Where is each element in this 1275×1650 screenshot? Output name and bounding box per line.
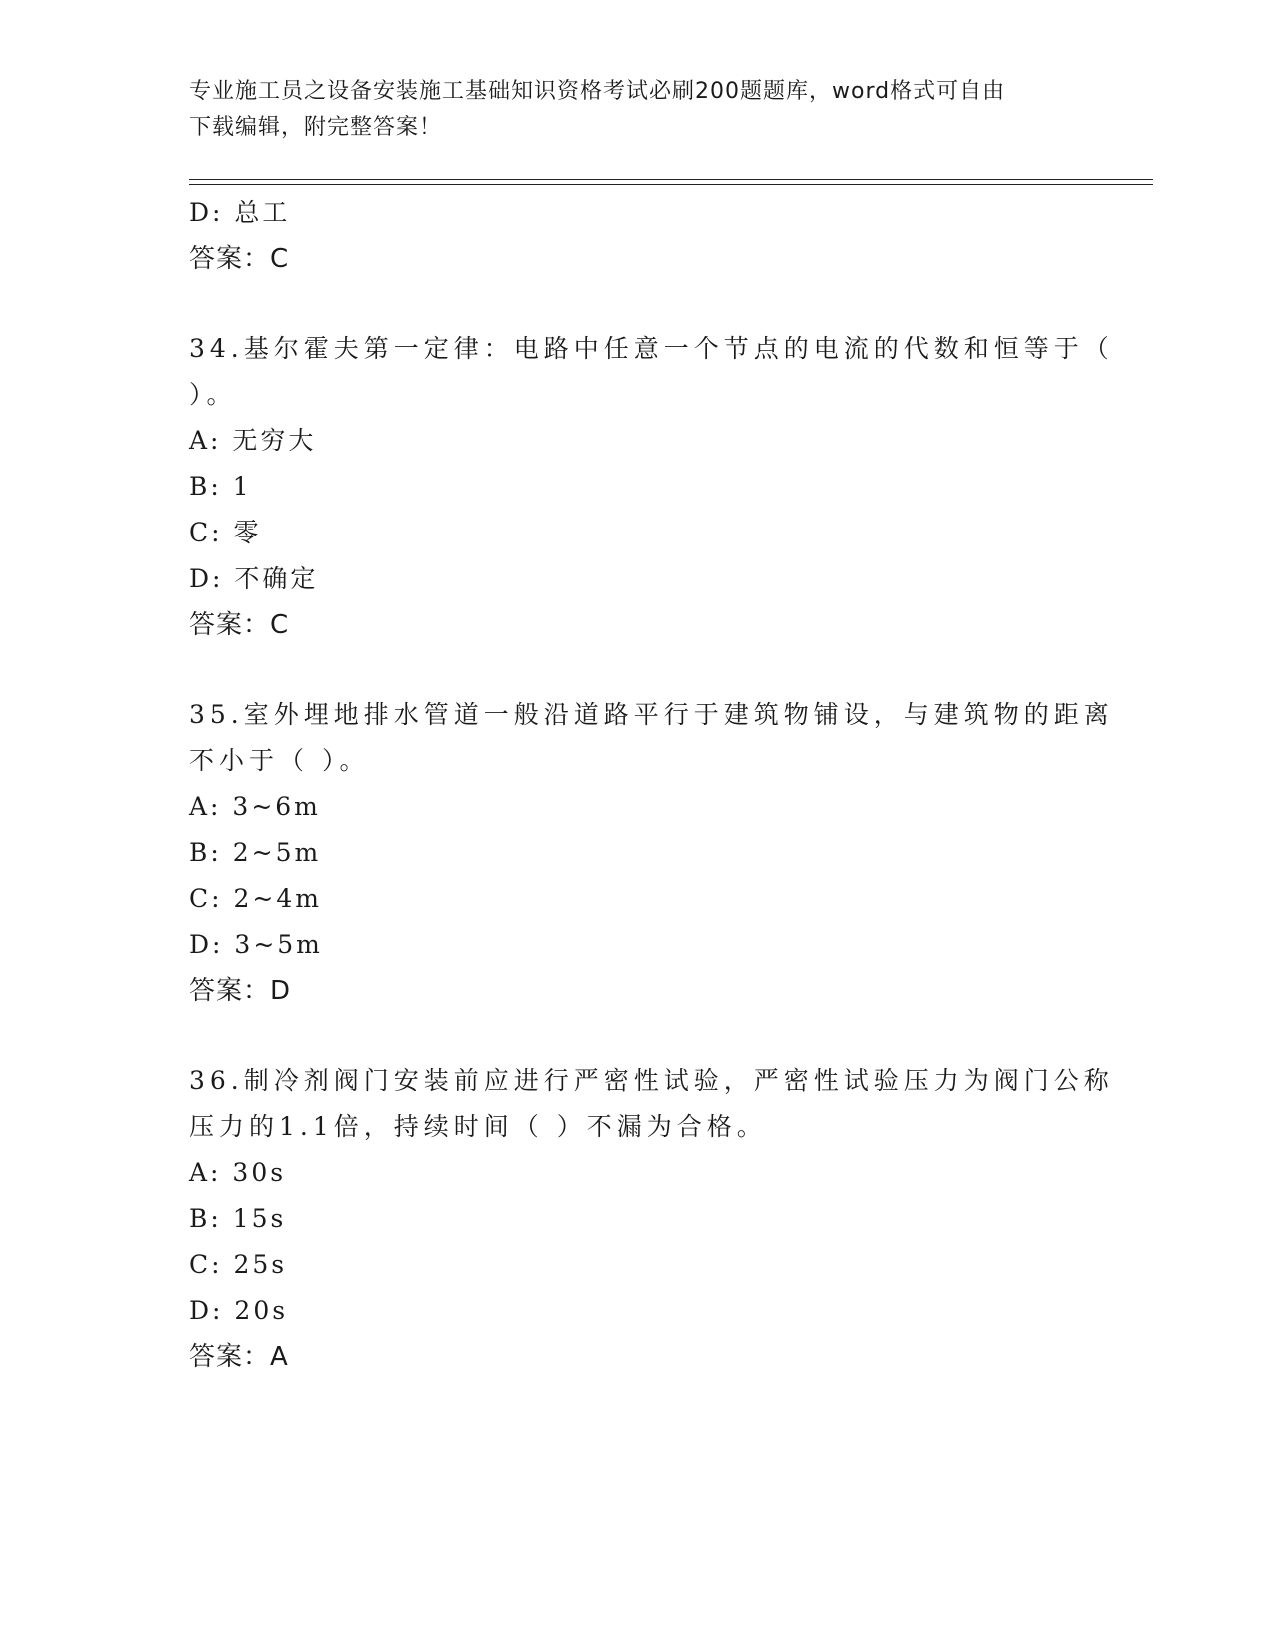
header-divider-bottom xyxy=(189,184,1153,185)
question-stem-line-1: 36.制冷剂阀门安装前应进行严密性试验，严密性试验压力为阀门公称 xyxy=(189,1066,1114,1095)
spacer xyxy=(189,282,1089,326)
question-stem-line-2: ）。 xyxy=(189,380,237,409)
option-a: A: 无穷大 xyxy=(189,426,317,455)
option-a: A: 30s xyxy=(189,1158,287,1187)
option-b: B: 2~5m xyxy=(189,838,322,867)
question-stem-line-2: 压力的1.1倍，持续时间（ ）不漏为合格。 xyxy=(189,1112,767,1141)
question-stem-line-1: 34.基尔霍夫第一定律：电路中任意一个节点的电流的代数和恒等于（ xyxy=(189,334,1114,363)
spacer xyxy=(189,1014,1089,1058)
option-d: D: 不确定 xyxy=(189,564,319,593)
document-header xyxy=(189,74,1069,146)
option-b: B: 1 xyxy=(189,472,252,501)
answer-label: 答案：C xyxy=(189,244,290,274)
option-b: B: 15s xyxy=(189,1204,287,1233)
question-33-tail xyxy=(189,190,1089,282)
question-stem-line-1: 35.室外埋地排水管道一般沿道路平行于建筑物铺设，与建筑物的距离 xyxy=(189,700,1114,729)
answer-label: 答案：C xyxy=(189,610,290,640)
question-34 xyxy=(189,326,1114,648)
option-c: C: 25s xyxy=(189,1250,288,1279)
option-a: A: 3~6m xyxy=(189,792,321,821)
option-d: D: 总工 xyxy=(189,198,291,227)
header-title-line-2: 下载编辑，附完整答案！ xyxy=(189,115,443,140)
option-c: C: 零 xyxy=(189,518,262,547)
question-35 xyxy=(189,692,1114,1014)
option-d: D: 3~5m xyxy=(189,930,323,959)
question-list xyxy=(189,190,1114,1380)
answer-label: 答案：A xyxy=(189,1342,289,1372)
option-d: D: 20s xyxy=(189,1296,289,1325)
option-c: C: 2~4m xyxy=(189,884,322,913)
answer-label: 答案：D xyxy=(189,976,292,1006)
header-divider-top xyxy=(189,179,1153,180)
spacer xyxy=(189,648,1089,692)
question-stem-line-2: 不小于（ ）。 xyxy=(189,746,370,775)
header-title-line-1: 专业施工员之设备安装施工基础知识资格考试必刷200题题库，word格式可自由 xyxy=(189,79,1006,104)
question-36 xyxy=(189,1058,1114,1380)
